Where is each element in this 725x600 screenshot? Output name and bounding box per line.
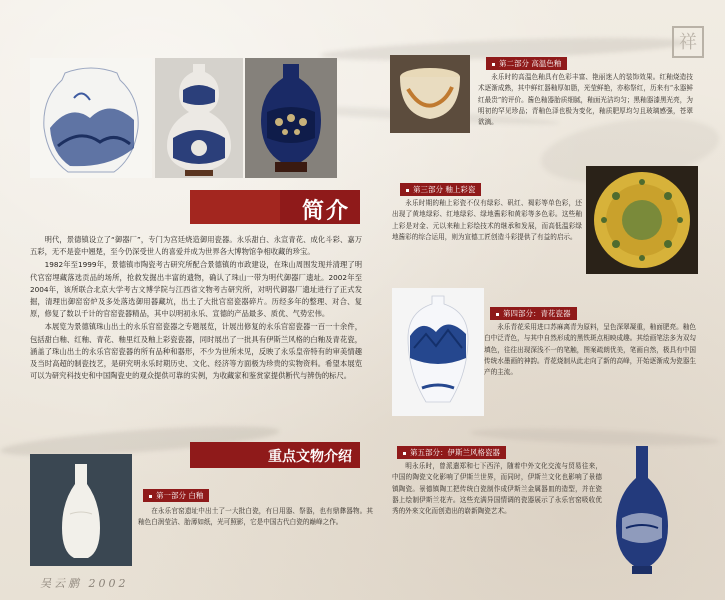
photo-dark-blue-vase xyxy=(245,58,337,178)
section-1-tag xyxy=(143,489,209,502)
section-2-title: 第二部分 高温色釉 xyxy=(499,59,562,68)
section-3-text: 永乐时期的釉上彩瓷不仅有绿彩、矾红、褐彩等单色彩，还出现了黄地绿彩、红地绿彩、绿地酱彩和黄彩等多色彩。这些釉上彩是对金、元以来釉上彩绘技术的继承和发展，而高低温彩绿地酱彩的综合运用，则为宣德工匠创造斗彩提供了有益的启示。 xyxy=(392,199,582,241)
photo-blue-white-jar xyxy=(30,58,152,178)
photo-gourd-vase xyxy=(155,58,243,178)
section-4-title: 第四部分：青花瓷器 xyxy=(503,309,571,318)
intro-title: 简介 xyxy=(301,199,350,224)
section-5-title: 第五部分：伊斯兰风格瓷器 xyxy=(410,448,500,457)
intro-paragraph-3: 本展览为景德镇珠山出土的永乐官窑瓷器之专题展览，计展出修复的永乐官窑瓷器一百一十余件，包括甜白釉、红釉、青花、釉里红及釉上彩瓷瓷器，同时展出了一批具有伊斯兰风格的白釉及青花瓷，涵盖了珠山出土的永乐官窑瓷器的所有品种和器形，不少为世所未见，反映了永乐皇帝特有的审美情趣及当时高超的制瓷技艺，是研究明永乐时期历史、文化、经济等方面极为珍贵的实物资料。希望本展览可以为研究科技史和中国陶瓷史的观众提供可靠的实例，为收藏家和鉴赏家提供断代与辨伪的标尺。 xyxy=(30,322,362,381)
ink-stroke xyxy=(470,426,720,449)
key-artifacts-title: 重点文物介绍 xyxy=(268,449,352,465)
section-2-text: 永乐时的高温色釉具有色彩丰富、艳丽迷人的装饰效果。红釉烧造技术逐渐成熟，其中鲜红器釉厚如脂，光莹鲜艳，亦称祭红，历来有“永器鲜红最贵”的评价。酱色釉器胎质细腻，釉面光洁均匀；黑釉器漆黑光亮，为明初的罕见珍品；青釉色泽也极为变化，釉质肥厚均匀且玻璃感强，苍翠欲滴。 xyxy=(478,73,693,127)
key-artifacts-banner xyxy=(190,442,360,468)
section-2-tag xyxy=(486,57,567,70)
banner-accent xyxy=(190,190,280,224)
bullet xyxy=(496,313,499,316)
intro-paragraph-1: 明代，景德镇设立了“御器厂”，专门为宫廷烧造御用瓷器。永乐甜白、永宣青花、成化斗彩、嘉万五彩，无不是瓷中翘楚，至今仍深受世人的喜爱并成为世界各大博物馆争相收藏的珍宝。 xyxy=(30,235,362,257)
photo-islamic-flask xyxy=(610,438,674,578)
intro-banner xyxy=(190,190,360,224)
section-3-tag xyxy=(400,183,481,196)
section-1-text: 在永乐官窑遗址中出土了一大批白瓷，有日用器、祭器，也有鼎彝器物。其釉色白润莹洁、胎薄如纸，光可照影，它是中国古代白瓷的巅峰之作。 xyxy=(138,507,373,527)
signature: 吴云鹏 2002 xyxy=(40,577,129,590)
photo-colored-glaze-bowl xyxy=(390,55,470,133)
photo-blue-white-meiping xyxy=(392,288,484,416)
section-4-text: 永乐青花采用进口苏麻离青为原料，呈色深翠凝重，釉面肥亮。釉色白中泛青色，与其中自然形成的黑铁斑点相映成趣。其绘画笔法多为双勾填色，往往出现深浅不一的笔触，图案疏朗优美，笔画自然，极具有中国传统水墨画的神韵。青花烧制从此走向了新的高峰，开始逐渐成为瓷器生产的主流。 xyxy=(484,323,696,377)
photo-yellow-plate xyxy=(586,166,698,274)
seal-stamp: 祥 xyxy=(672,26,704,58)
intro-paragraph-2: 1982年至1999年，景德镇市陶瓷考古研究所配合景德镇的市政建设，在珠山周围发现并清理了明代官窑埋藏落选贡品的场所，抢救发掘出丰富的遗物，确认了珠山一带为明代御器厂遗址。2002年至2004年，该所联合北京大学考古文博学院与江西省文物考古研究所，对明代御器厂遗址进行了正式发掘，清理出御窑窑炉及多处落选御用器藏坑，出土了大批官窑瓷器碎片。历经多年的整理、对合、复原，修复了数以千计的官窑瓷器精品，其中以明初永乐、宣德的产品最多、质优、气势宏伟。 xyxy=(30,260,362,319)
section-5-text: 明永乐时，曾派遣郑和七下西洋，随着中外文化交流与贸易往来，中国的陶瓷文化影响了伊斯兰世界，而同时，伊斯兰文化也影响了景德镇陶瓷。景德镇陶工把传统白瓷制作成伊斯兰金属器皿的造型，并在瓷器上绘制伊斯兰花卉。这些充满异国情调的瓷器展示了永乐官窑吸收优秀的外来文化而创造出的崭新陶瓷艺术。 xyxy=(392,462,602,516)
section-5-tag xyxy=(397,446,506,459)
photo-white-vase xyxy=(30,454,132,566)
section-3-title: 第三部分 釉上彩瓷 xyxy=(413,185,476,194)
section-1-title: 第一部分 白釉 xyxy=(156,491,204,500)
section-4-tag xyxy=(490,307,577,320)
bullet xyxy=(406,189,409,192)
bullet xyxy=(492,63,495,66)
bullet xyxy=(149,495,152,498)
bullet xyxy=(403,452,406,455)
intro-text xyxy=(30,234,362,383)
